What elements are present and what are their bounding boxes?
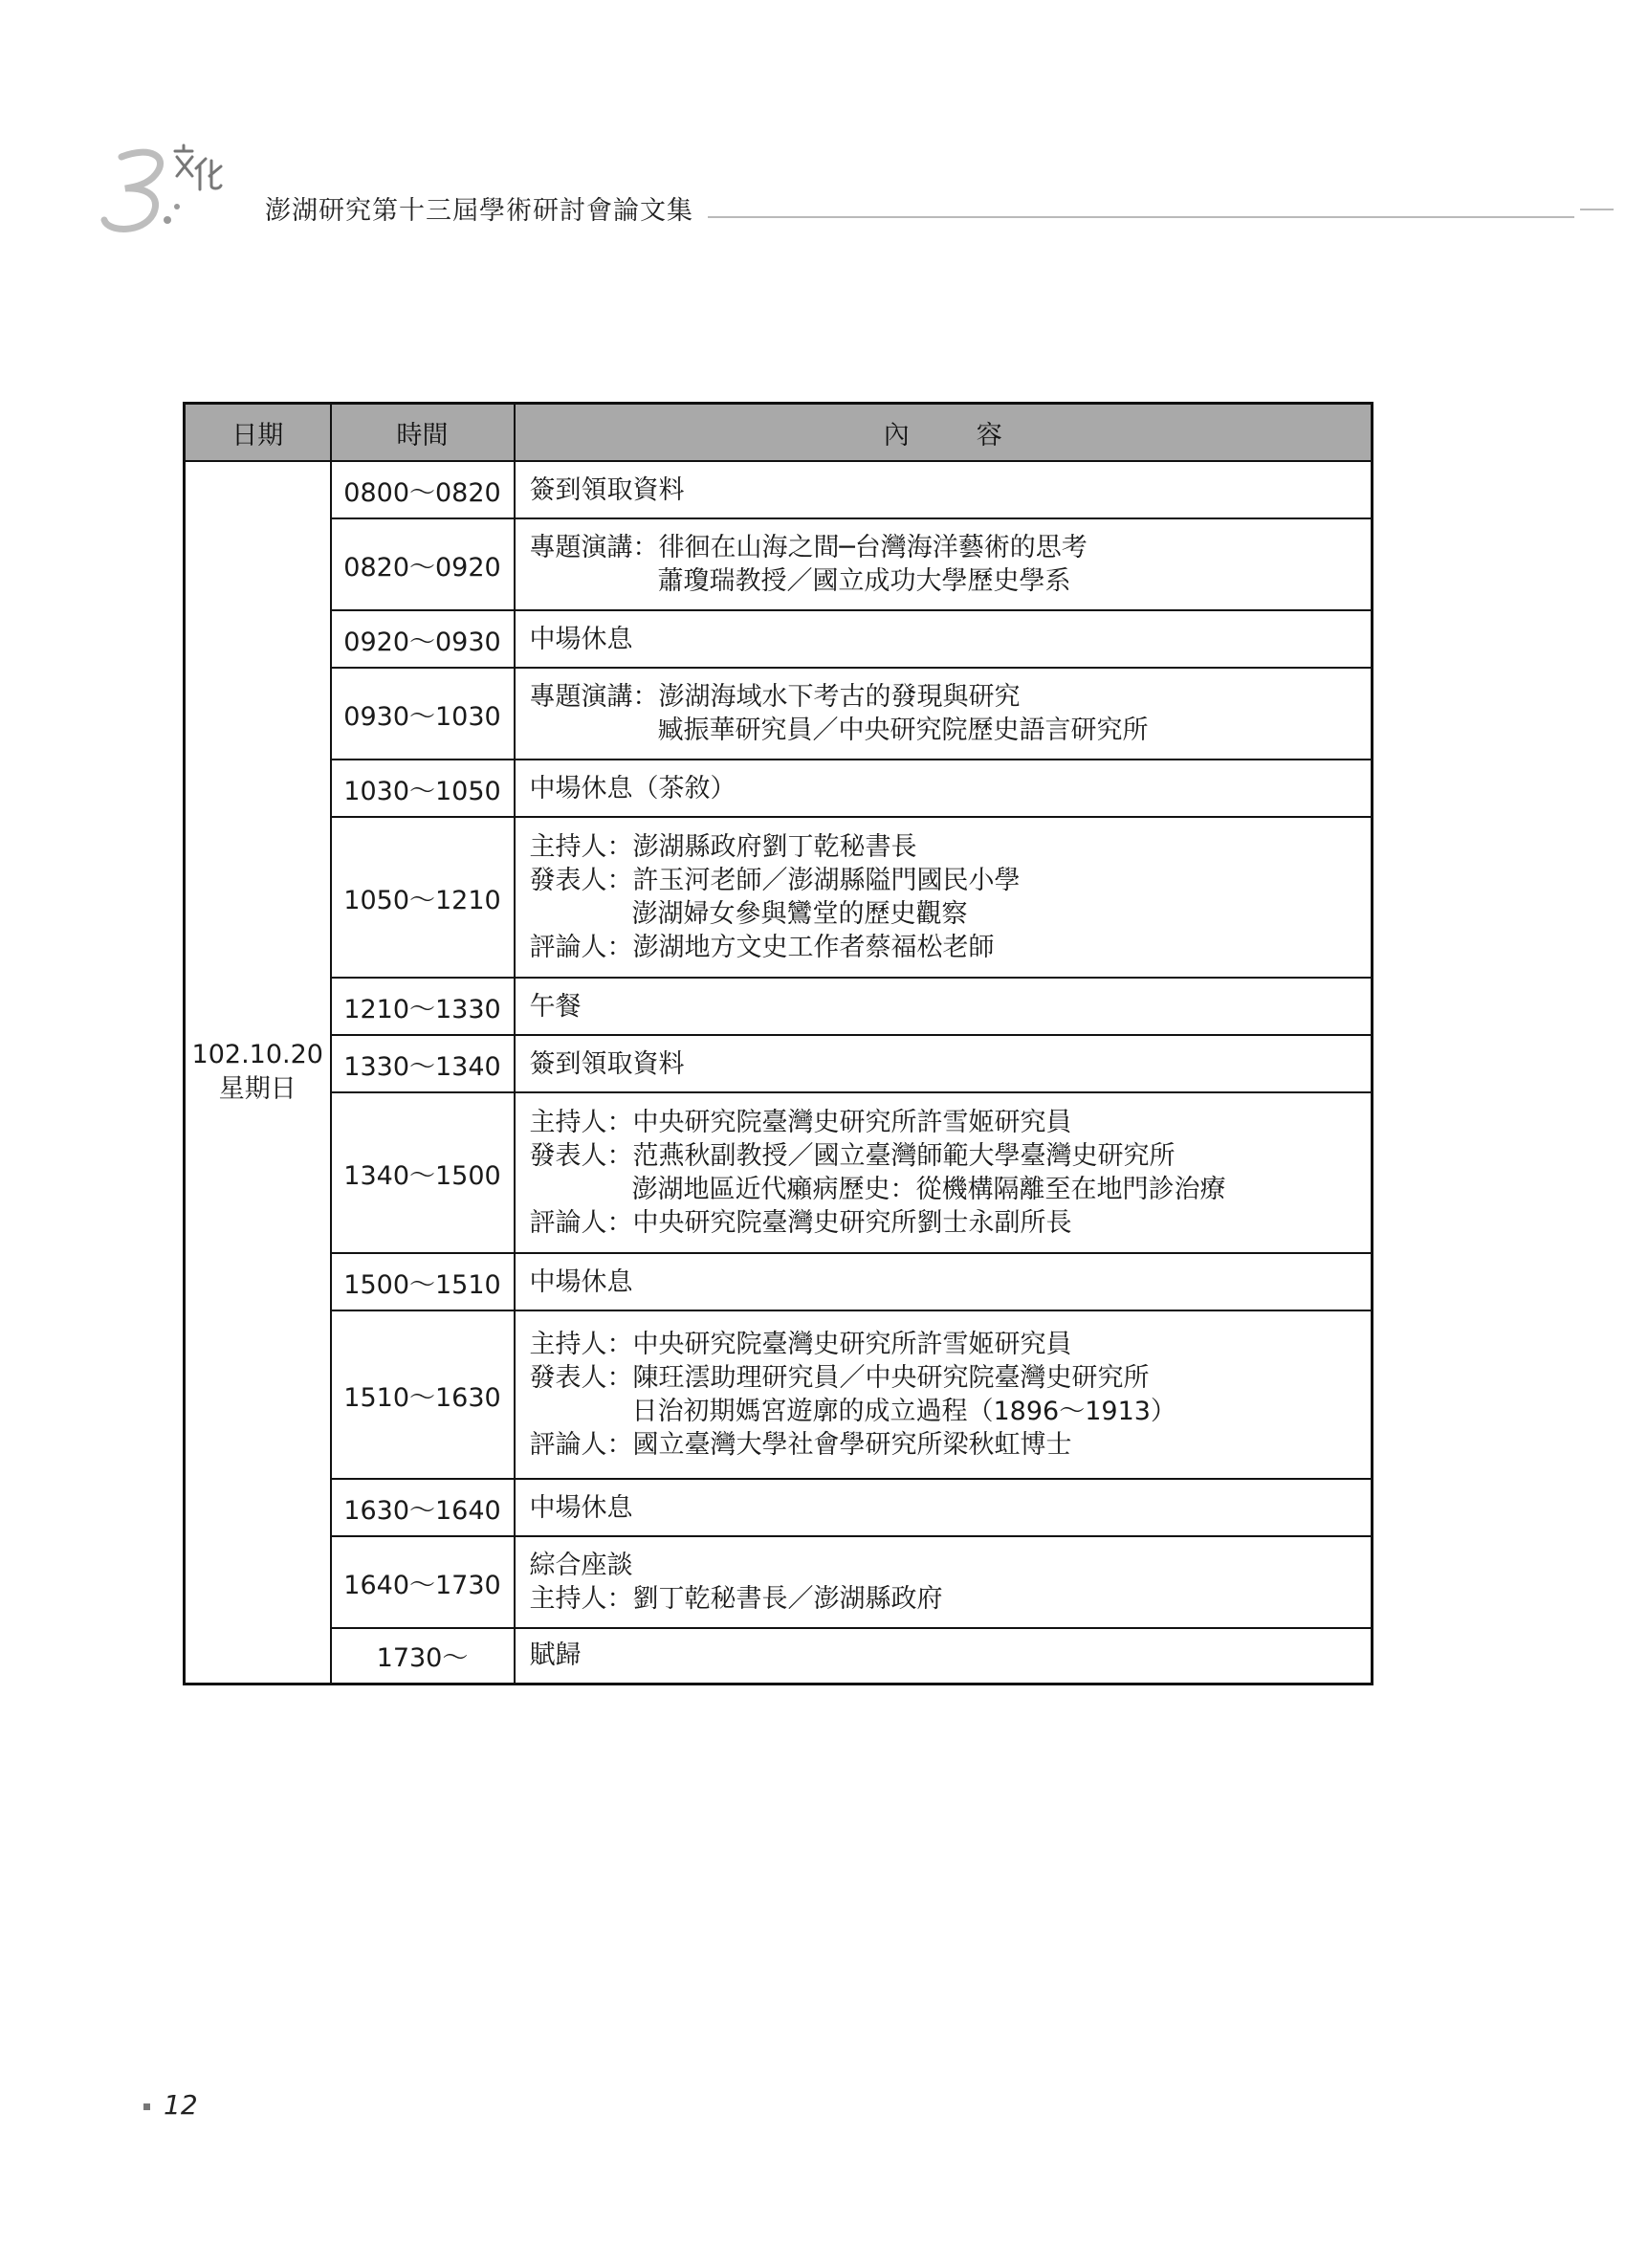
table-row <box>185 461 1373 518</box>
time-cell: 1030～1050 <box>331 760 515 817</box>
table-row <box>185 1536 1373 1628</box>
header-divider-end <box>1580 209 1614 210</box>
content-cell: 專題演講：徘徊在山海之間─台灣海洋藝術的思考 蕭瓊瑞教授／國立成功大學歷史學系 <box>515 518 1373 610</box>
page-number: 12 <box>143 2089 198 2121</box>
header-divider <box>708 216 1574 218</box>
content-cell: 主持人：中央研究院臺灣史研究所許雪姬研究員 發表人：范燕秋副教授／國立臺灣師範大學臺灣史研究所 澎湖地區近代癩病歷史：從機構隔離至在地門診治療 評論人：中央研究院臺灣史研究所劉士永副所長 <box>515 1092 1373 1253</box>
content-cell: 簽到領取資料 <box>515 461 1373 518</box>
content-cell: 中場休息 <box>515 1479 1373 1536</box>
time-cell: 1500～1510 <box>331 1253 515 1310</box>
table-row <box>185 1035 1373 1092</box>
date-cell <box>185 461 331 1684</box>
table-row <box>185 1628 1373 1684</box>
time-cell: 1210～1330 <box>331 978 515 1035</box>
date-weekday: 星期日 <box>218 1073 297 1104</box>
table-row <box>185 518 1373 610</box>
time-cell: 0820～0920 <box>331 518 515 610</box>
column-header-time: 時間 <box>331 404 515 462</box>
content-cell: 主持人：中央研究院臺灣史研究所許雪姬研究員 發表人：陳玨澐助理研究員／中央研究院臺灣史研究所 日治初期媽宮遊廓的成立過程（1896～1913） 評論人：國立臺灣大學社會學研究所梁秋虹博士 <box>515 1310 1373 1479</box>
table-row <box>185 1092 1373 1253</box>
table-header-row <box>185 404 1373 462</box>
date-value: 102.10.20 <box>191 1039 323 1069</box>
content-cell: 午餐 <box>515 978 1373 1035</box>
time-cell: 1630～1640 <box>331 1479 515 1536</box>
book-title: 澎湖研究第十三屆學術研討會論文集 <box>265 196 693 226</box>
table-row <box>185 978 1373 1035</box>
time-cell: 1510～1630 <box>331 1310 515 1479</box>
content-cell: 綜合座談 主持人：劉丁乾秘書長／澎湖縣政府 <box>515 1536 1373 1628</box>
schedule-table <box>183 402 1373 1685</box>
content-cell: 簽到領取資料 <box>515 1035 1373 1092</box>
time-cell: 1640～1730 <box>331 1536 515 1628</box>
page-bullet-icon <box>143 2103 150 2110</box>
table-row <box>185 1479 1373 1536</box>
time-cell: 1330～1340 <box>331 1035 515 1092</box>
table-row <box>185 668 1373 760</box>
time-cell: 1730～ <box>331 1628 515 1684</box>
table-row <box>185 610 1373 668</box>
content-cell: 中場休息 <box>515 1253 1373 1310</box>
column-header-date: 日期 <box>185 404 331 462</box>
content-cell: 中場休息 <box>515 610 1373 668</box>
content-cell: 專題演講：澎湖海域水下考古的發現與研究 臧振華研究員／中央研究院歷史語言研究所 <box>515 668 1373 760</box>
time-cell: 0800～0820 <box>331 461 515 518</box>
time-cell: 1050～1210 <box>331 817 515 978</box>
table-row <box>185 817 1373 978</box>
table-row <box>185 1310 1373 1479</box>
table-row <box>185 1253 1373 1310</box>
time-cell: 0930～1030 <box>331 668 515 760</box>
content-cell: 主持人：澎湖縣政府劉丁乾秘書長 發表人：許玉河老師／澎湖縣隘門國民小學 澎湖婦女參與鸞堂的歷史觀察 評論人：澎湖地方文史工作者蔡福松老師 <box>515 817 1373 978</box>
table-row <box>185 760 1373 817</box>
content-cell: 賦歸 <box>515 1628 1373 1684</box>
time-cell: 1340～1500 <box>331 1092 515 1253</box>
column-header-content: 內容 <box>515 404 1373 462</box>
book-logo <box>100 143 268 234</box>
time-cell: 0920～0930 <box>331 610 515 668</box>
content-cell: 中場休息（茶敘） <box>515 760 1373 817</box>
